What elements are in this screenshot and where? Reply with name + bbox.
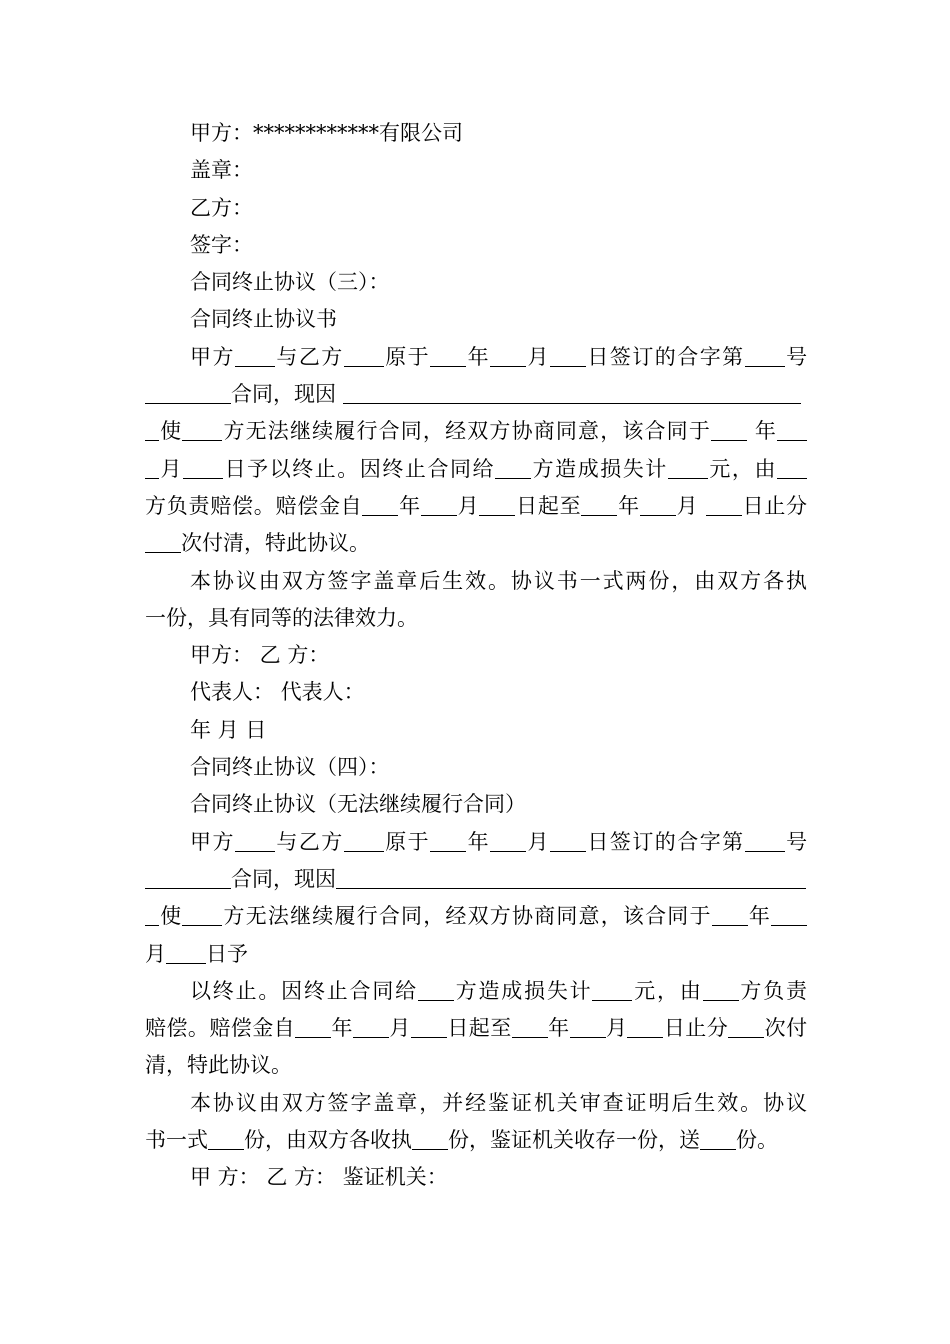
body-line	[145, 898, 807, 935]
body-line	[145, 861, 807, 898]
final-signature-line: 甲 方： 乙 方： 鉴证机关：	[190, 1165, 448, 1190]
signature-line: 签字：	[190, 232, 253, 257]
blank-field	[745, 344, 785, 367]
blank-field	[706, 493, 742, 516]
text-run: 年	[466, 344, 491, 369]
effect-clause-line: 一份，具有同等的法律效力。	[145, 605, 418, 630]
text-run: 本协议由双方签字盖章，并经鉴证机关审查证明后生效。协议	[190, 1090, 807, 1115]
text-run: 方负责赔偿。赔偿金自	[145, 493, 363, 518]
blank-field	[570, 1015, 606, 1038]
blank-field	[512, 1015, 548, 1038]
blank-field	[235, 344, 275, 367]
document-page	[145, 115, 807, 1197]
blank-field	[668, 456, 708, 479]
blank-field	[208, 1127, 244, 1150]
blank-field	[703, 978, 739, 1001]
body-line	[145, 413, 807, 450]
blank-field	[411, 1015, 447, 1038]
copies-line	[145, 1122, 807, 1159]
text-run: 方负责	[738, 978, 808, 1003]
blank-field	[353, 1015, 389, 1038]
party-b-line: 乙方：	[190, 195, 253, 220]
blank-field	[145, 903, 159, 926]
blank-field	[712, 903, 748, 926]
text-run: 方造成损失计	[453, 978, 593, 1003]
text-run: 月	[526, 344, 550, 369]
text-run: 次付清，特此协议。	[181, 531, 370, 556]
blank-field	[430, 829, 466, 852]
text-run: 月	[456, 493, 480, 518]
blank-field	[640, 493, 676, 516]
party-signature-line: 甲方： 乙 方：	[190, 643, 330, 668]
blank-field	[235, 829, 275, 852]
body-line	[145, 936, 807, 973]
section-title-3: 合同终止协议书	[190, 307, 337, 332]
text-run: 年	[466, 829, 491, 854]
text-run: 原于	[383, 344, 431, 369]
text-run: 与乙方	[274, 829, 344, 854]
text-run: 年	[331, 1016, 353, 1041]
text-run: 元，由	[707, 456, 778, 481]
text-run: 使	[159, 904, 183, 929]
text-run: 方造成损失计	[531, 456, 668, 481]
representative-line: 代表人： 代表人：	[190, 680, 365, 705]
blank-field	[183, 456, 223, 479]
text-run: 日起至	[515, 493, 582, 518]
text-run: 年	[547, 1016, 570, 1041]
text-run: 份。	[736, 1128, 778, 1153]
text-run: 赔偿。赔偿金自	[145, 1016, 296, 1041]
text-run: 日签订的合字第	[585, 344, 745, 369]
body-line	[145, 339, 807, 376]
text-run: 合同，现因	[231, 382, 343, 407]
blank-field	[182, 903, 222, 926]
blank-field	[418, 978, 454, 1001]
body-line	[145, 376, 807, 413]
text-run: 日止分	[741, 493, 808, 518]
blank-field	[344, 344, 384, 367]
text-run: 元，由	[632, 978, 703, 1003]
text-run: 以终止。因终止合同给	[190, 978, 418, 1003]
blank-field	[771, 903, 807, 926]
text-run: 月	[675, 493, 706, 518]
text-run: 合同，现因	[231, 866, 336, 891]
blank-field	[490, 829, 526, 852]
text-run: 甲方	[190, 829, 235, 854]
body-line	[145, 525, 807, 562]
blank-field	[343, 381, 801, 404]
blank-field	[421, 493, 457, 516]
text-run: 月	[605, 1016, 628, 1041]
blank-field	[336, 866, 806, 889]
section-title-4: 合同终止协议（无法继续履行合同）	[190, 792, 526, 817]
text-run: 日签订的合字第	[585, 829, 745, 854]
blank-field	[295, 1015, 331, 1038]
blank-field	[550, 344, 586, 367]
text-run: 日予	[206, 941, 248, 966]
body-line	[145, 824, 807, 861]
text-run: 方无法继续履行合同，经双方协商同意，该合同于	[222, 904, 712, 929]
blank-field	[490, 344, 526, 367]
body-line	[145, 1010, 807, 1047]
seal-line: 盖章：	[190, 158, 253, 183]
blank-field	[145, 381, 231, 404]
blank-field	[728, 1015, 764, 1038]
blank-field	[592, 978, 632, 1001]
blank-field	[145, 530, 181, 553]
text-run: 月	[388, 1016, 411, 1041]
blank-field	[479, 493, 515, 516]
blank-field	[495, 456, 531, 479]
text-run: 书一式	[145, 1128, 208, 1153]
blank-field	[550, 829, 586, 852]
blank-field	[777, 456, 807, 479]
blank-field	[777, 418, 807, 441]
section-heading-3: 合同终止协议（三）：	[190, 270, 390, 295]
text-run: 月	[159, 456, 184, 481]
blank-field	[627, 1015, 663, 1038]
party-a-line: 甲方：************有限公司	[190, 121, 463, 145]
text-run: 月	[145, 941, 166, 966]
text-run: 份，鉴证机关收存一份，送	[448, 1128, 700, 1153]
blank-field	[344, 829, 384, 852]
blank-field	[711, 418, 747, 441]
effect-clause-line	[145, 1085, 807, 1122]
blank-field	[581, 493, 617, 516]
text-run: 号	[784, 829, 808, 854]
text-run: 使	[159, 419, 183, 444]
body-line	[145, 973, 807, 1010]
text-run: 方无法继续履行合同，经双方协商同意，该合同于	[222, 419, 711, 444]
text-run: 甲方	[190, 344, 235, 369]
text-run: 份，由双方各收执	[244, 1128, 412, 1153]
blank-field	[145, 866, 231, 889]
blank-field	[362, 493, 398, 516]
blank-field	[166, 941, 206, 964]
text-run: 年	[398, 493, 421, 518]
body-line	[145, 451, 807, 488]
blank-field	[700, 1127, 736, 1150]
text-run: 原于	[383, 829, 431, 854]
blank-field	[745, 829, 785, 852]
text-run: 号	[784, 344, 808, 369]
text-run: 日止分	[663, 1016, 729, 1041]
date-line: 年 月 日	[190, 717, 267, 742]
blank-field	[182, 418, 222, 441]
blank-field	[430, 344, 466, 367]
blank-field	[145, 456, 159, 479]
blank-field	[412, 1127, 448, 1150]
text-run: 次付	[764, 1016, 808, 1041]
text-run: 与乙方	[274, 344, 344, 369]
section-heading-4: 合同终止协议（四）：	[190, 755, 390, 780]
body-line: 清，特此协议。	[145, 1053, 292, 1078]
blank-field	[145, 418, 159, 441]
text-run: 年	[617, 493, 640, 518]
text-run: 年	[747, 419, 777, 444]
text-run: 年	[747, 904, 772, 929]
text-run: 日予以终止。因终止合同给	[223, 456, 496, 481]
text-run: 月	[526, 829, 550, 854]
effect-clause-line: 本协议由双方签字盖章后生效。协议书一式两份，由双方各执	[190, 568, 807, 593]
text-run: 日起至	[446, 1016, 512, 1041]
body-line	[145, 488, 807, 525]
